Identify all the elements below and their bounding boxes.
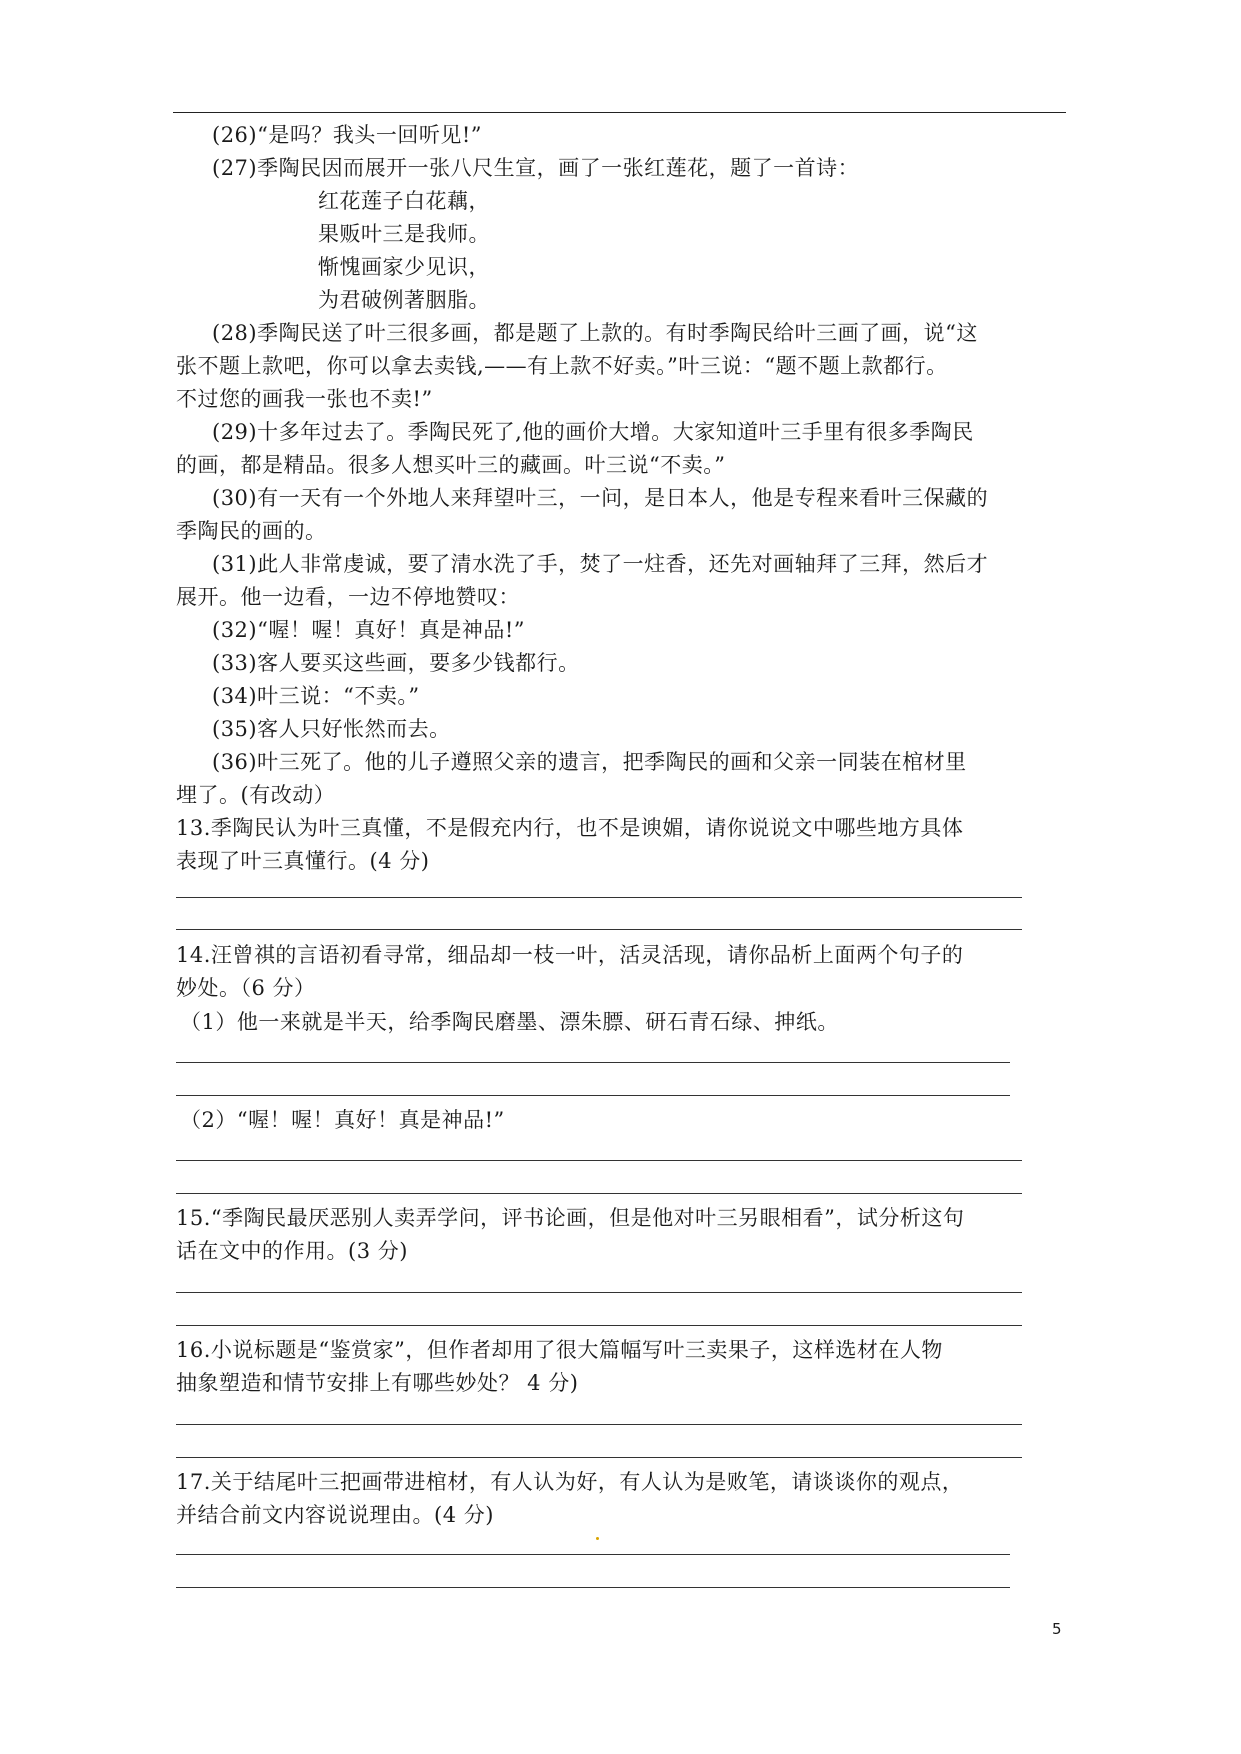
answer-line[interactable] <box>176 1587 1010 1588</box>
answer-line[interactable] <box>176 1325 1022 1326</box>
page-number: 5 <box>1052 1620 1062 1638</box>
para-36-line-1: (36)叶三死了。他的儿子遵照父亲的遗言，把季陶民的画和父亲一同装在棺材里 <box>212 750 967 774</box>
answer-line[interactable] <box>176 1292 1022 1293</box>
question-14-line-2: 妙处。（6 分） <box>176 976 316 1000</box>
para-28-line-1: (28)季陶民送了叶三很多画，都是题了上款的。有时季陶民给叶三画了画，说“这 <box>212 321 978 345</box>
para-30-line-2: 季陶民的画的。 <box>176 519 327 543</box>
para-28-line-2: 张不题上款吧，你可以拿去卖钱,——有上款不好卖。”叶三说：“题不题上款都行。 <box>176 354 948 378</box>
answer-line[interactable] <box>176 1095 1010 1096</box>
answer-line[interactable] <box>176 1160 1022 1161</box>
question-17-line-1: 17.关于结尾叶三把画带进棺材，有人认为好，有人认为是败笔，请谈谈你的观点， <box>176 1470 964 1494</box>
answer-line[interactable] <box>176 1062 1010 1063</box>
answer-line[interactable] <box>176 1457 1022 1458</box>
para-29-line-2: 的画，都是精品。很多人想买叶三的藏画。叶三说“不卖。” <box>176 453 726 477</box>
stray-mark <box>596 1537 599 1540</box>
poem-line-4: 为君破例著胭脂。 <box>318 288 490 312</box>
para-30-line-1: (30)有一天有一个外地人来拜望叶三，一问，是日本人，他是专程来看叶三保藏的 <box>212 486 989 510</box>
question-16-line-2: 抽象塑造和情节安排上有哪些妙处？ 4 分) <box>176 1371 579 1395</box>
question-14-line-1: 14.汪曾祺的言语初看寻常，细品却一枝一叶，活灵活现，请你品析上面两个句子的 <box>176 943 964 967</box>
question-17-line-2: 并结合前文内容说说理由。(4 分) <box>176 1503 494 1527</box>
answer-line[interactable] <box>176 1554 1010 1555</box>
question-14-sub-2: （2）“喔！喔！真好！真是神品!” <box>180 1108 505 1132</box>
question-13-line-1: 13.季陶民认为叶三真懂，不是假充内行，也不是谀媚，请你说说文中哪些地方具体 <box>176 816 964 840</box>
answer-line[interactable] <box>176 897 1022 898</box>
para-29-line-1: (29)十多年过去了。季陶民死了,他的画价大增。大家知道叶三手里有很多季陶民 <box>212 420 974 444</box>
para-32: (32)“喔！喔！真好！真是神品!” <box>212 618 526 642</box>
poem-line-2: 果贩叶三是我师。 <box>318 222 490 246</box>
para-36-line-2: 埋了。(有改动） <box>176 783 336 807</box>
question-14-sub-1: （1）他一来就是半天，给季陶民磨墨、漂朱膘、研石青石绿、抻纸。 <box>180 1010 839 1034</box>
answer-line[interactable] <box>176 1424 1022 1425</box>
answer-line[interactable] <box>176 929 1022 930</box>
para-35: (35)客人只好怅然而去。 <box>212 717 451 741</box>
question-15-line-2: 话在文中的作用。(3 分) <box>176 1239 408 1263</box>
question-13-line-2: 表现了叶三真懂行。(4 分) <box>176 849 430 873</box>
para-33: (33)客人要买这些画，要多少钱都行。 <box>212 651 580 675</box>
question-15-line-1: 15.“季陶民最厌恶别人卖弄学问，评书论画，但是他对叶三另眼相看”，试分析这句 <box>176 1206 965 1230</box>
header-rule <box>173 112 1066 113</box>
para-34: (34)叶三说：“不卖。” <box>212 684 420 708</box>
question-16-line-1: 16.小说标题是“鉴赏家”，但作者却用了很大篇幅写叶三卖果子，这样选材在人物 <box>176 1338 943 1362</box>
poem-line-1: 红花莲子白花藕， <box>318 189 490 213</box>
poem-line-3: 惭愧画家少见识， <box>318 255 490 279</box>
para-27: (27)季陶民因而展开一张八尺生宣，画了一张红莲花，题了一首诗： <box>212 156 860 180</box>
para-26: (26)“是吗？我头一回听见!” <box>212 123 483 147</box>
answer-line[interactable] <box>176 1193 1022 1194</box>
para-31-line-1: (31)此人非常虔诚，要了清水洗了手，焚了一炷香，还先对画轴拜了三拜，然后才 <box>212 552 989 576</box>
para-31-line-2: 展开。他一边看，一边不停地赞叹： <box>176 585 520 609</box>
para-28-line-3: 不过您的画我一张也不卖!” <box>176 387 433 411</box>
